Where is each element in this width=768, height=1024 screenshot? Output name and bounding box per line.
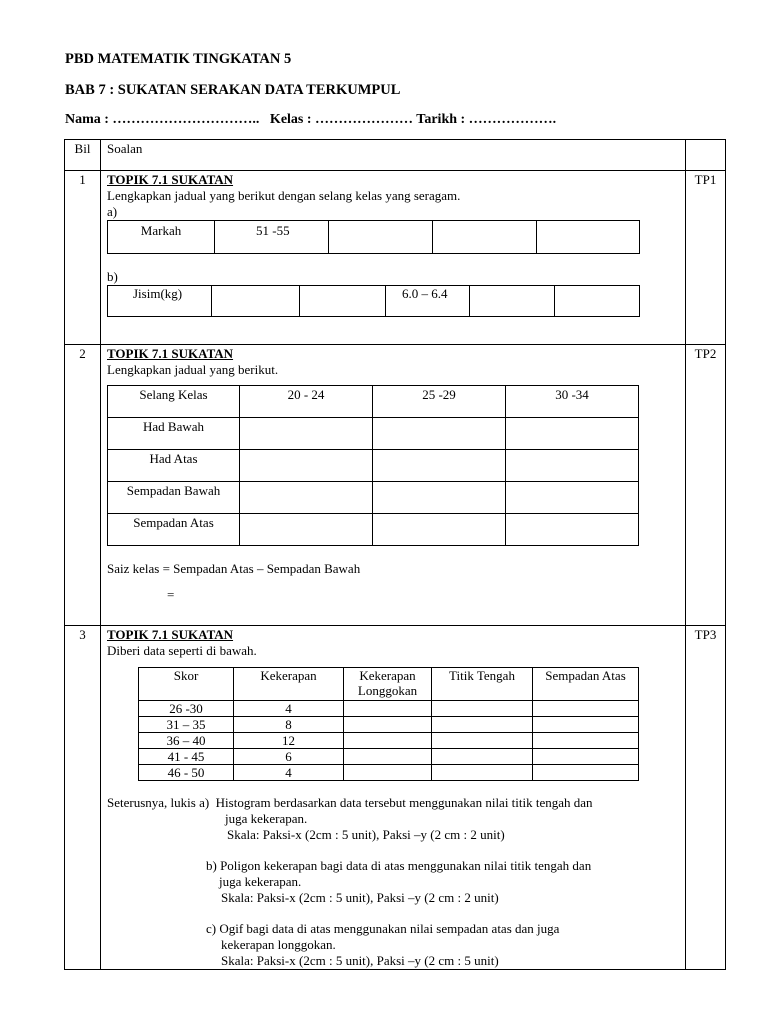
q3-b-text2: juga kekerapan. — [219, 874, 302, 889]
q2-col-0: Selang Kelas — [108, 386, 240, 418]
table-row — [108, 386, 639, 418]
answer-cell[interactable] — [432, 749, 533, 765]
answer-cell[interactable] — [344, 717, 432, 733]
q3-bil: 3 — [65, 626, 101, 970]
answer-cell[interactable] — [533, 749, 639, 765]
answer-cell[interactable] — [240, 482, 373, 514]
answer-cell[interactable] — [240, 418, 373, 450]
table-row — [139, 749, 639, 765]
header-bil: Bil — [65, 140, 101, 171]
answer-cell[interactable] — [432, 717, 533, 733]
q1b-cell-3: 6.0 – 6.4 — [386, 286, 470, 317]
answer-cell[interactable] — [506, 418, 639, 450]
q3-a-lead: Seterusnya, lukis a) — [107, 795, 210, 810]
answer-cell[interactable] — [432, 765, 533, 781]
table-row — [139, 733, 639, 749]
q1-instruction: Lengkapkan jadual yang berikut dengan selang kelas yang seragam. — [107, 188, 461, 203]
q1-content — [101, 171, 686, 345]
question-row-3 — [65, 626, 726, 970]
q1-topic: TOPIK 7.1 SUKATAN — [107, 172, 234, 187]
q3-topic: TOPIK 7.1 SUKATAN — [107, 627, 234, 642]
answer-cell[interactable] — [373, 418, 506, 450]
q1a-cell-1: 51 -55 — [215, 221, 329, 254]
table-row — [108, 514, 639, 546]
answer-cell[interactable] — [533, 701, 639, 717]
table-row — [108, 286, 640, 317]
q1b-cell-1[interactable] — [212, 286, 300, 317]
student-identity-line: Nama : ………………………….. Kelas : ………………… Tarikh : ………………. — [65, 112, 557, 127]
q1a-cell-2[interactable] — [329, 221, 433, 254]
answer-cell[interactable] — [533, 717, 639, 733]
q1a-cell-3[interactable] — [433, 221, 537, 254]
q3-col-2: Kekerapan Longgokan — [344, 668, 432, 701]
answer-cell[interactable] — [344, 733, 432, 749]
q3-kekerapan: 8 — [234, 717, 344, 733]
table-row — [108, 482, 639, 514]
q3-b-scale: Skala: Paksi-x (2cm : 5 unit), Paksi –y (2 cm : 2 unit) — [221, 890, 499, 905]
q3-c-scale: Skala: Paksi-x (2cm : 5 unit), Paksi –y (2 cm : 5 unit) — [221, 953, 499, 968]
chapter-title: BAB 7 : SUKATAN SERAKAN DATA TERKUMPUL — [65, 82, 401, 98]
q3-c-text2: kekerapan longgokan. — [221, 937, 336, 952]
q3-part-a — [107, 795, 679, 811]
table-row — [139, 717, 639, 733]
question-table — [64, 139, 726, 970]
q3-b-text1: b) Poligon kekerapan bagi data di atas menggunakan nilai titik tengah dan — [206, 858, 592, 873]
answer-cell[interactable] — [240, 514, 373, 546]
worksheet-title: PBD MATEMATIK TINGKATAN 5 — [65, 51, 292, 67]
table-row — [139, 765, 639, 781]
q2-formula: Saiz kelas = Sempadan Atas – Sempadan Bawah — [107, 561, 361, 576]
answer-cell[interactable] — [373, 450, 506, 482]
table-row — [139, 668, 639, 701]
q1a-cell-4[interactable] — [537, 221, 640, 254]
q2-bil: 2 — [65, 345, 101, 626]
q3-skor: 41 - 45 — [139, 749, 234, 765]
q3-content — [101, 626, 686, 970]
table-header-row — [65, 140, 726, 171]
q2-table — [107, 385, 639, 546]
q2-equals: = — [167, 587, 175, 602]
q2-instruction: Lengkapkan jadual yang berikut. — [107, 362, 279, 377]
q3-instruction: Diberi data seperti di bawah. — [107, 643, 257, 658]
q3-kekerapan: 4 — [234, 701, 344, 717]
answer-cell[interactable] — [432, 701, 533, 717]
question-row-1 — [65, 171, 726, 345]
q2-topic: TOPIK 7.1 SUKATAN — [107, 346, 234, 361]
answer-cell[interactable] — [344, 701, 432, 717]
table-row — [108, 418, 639, 450]
q1-bil: 1 — [65, 171, 101, 345]
q2-tp: TP2 — [686, 345, 726, 626]
q2-col-3: 30 -34 — [506, 386, 639, 418]
answer-cell[interactable] — [432, 733, 533, 749]
q2-row-label: Had Atas — [108, 450, 240, 482]
q3-skor: 26 -30 — [139, 701, 234, 717]
q1b-cell-5[interactable] — [555, 286, 640, 317]
q3-tp: TP3 — [686, 626, 726, 970]
q3-skor: 46 - 50 — [139, 765, 234, 781]
q3-kekerapan: 6 — [234, 749, 344, 765]
table-row — [108, 450, 639, 482]
q1-part-a-table — [107, 220, 640, 254]
q1b-cell-0: Jisim(kg) — [108, 286, 212, 317]
table-row — [139, 701, 639, 717]
q3-col-1: Kekerapan — [234, 668, 344, 701]
question-row-2 — [65, 345, 726, 626]
answer-cell[interactable] — [506, 450, 639, 482]
answer-cell[interactable] — [373, 482, 506, 514]
q3-col-3: Titik Tengah — [432, 668, 533, 701]
q3-skor: 36 – 40 — [139, 733, 234, 749]
q1b-cell-2[interactable] — [300, 286, 386, 317]
answer-cell[interactable] — [506, 514, 639, 546]
q3-col-0: Skor — [139, 668, 234, 701]
answer-cell[interactable] — [240, 450, 373, 482]
answer-cell[interactable] — [344, 765, 432, 781]
q3-a-scale: Skala: Paksi-x (2cm : 5 unit), Paksi –y (2 cm : 2 unit) — [227, 827, 505, 842]
q2-row-label: Sempadan Bawah — [108, 482, 240, 514]
answer-cell[interactable] — [506, 482, 639, 514]
header-soalan: Soalan — [101, 140, 686, 171]
q1a-cell-0: Markah — [108, 221, 215, 254]
answer-cell[interactable] — [344, 749, 432, 765]
q2-row-label: Had Bawah — [108, 418, 240, 450]
q2-content — [101, 345, 686, 626]
q3-kekerapan: 12 — [234, 733, 344, 749]
header-tp — [686, 140, 726, 171]
q1-tp: TP1 — [686, 171, 726, 345]
q1b-cell-4[interactable] — [470, 286, 555, 317]
q3-c-text1: c) Ogif bagi data di atas menggunakan nilai sempadan atas dan juga — [206, 921, 560, 936]
table-row — [108, 221, 640, 254]
q1-part-b-table — [107, 285, 640, 317]
q3-a-text1: Histogram berdasarkan data tersebut menggunakan nilai titik tengah dan — [215, 795, 593, 810]
q1-part-a-label: a) — [107, 204, 118, 219]
q2-col-1: 20 - 24 — [240, 386, 373, 418]
q2-row-label: Sempadan Atas — [108, 514, 240, 546]
answer-cell[interactable] — [533, 733, 639, 749]
q2-col-2: 25 -29 — [373, 386, 506, 418]
answer-cell[interactable] — [373, 514, 506, 546]
q3-a-text2: juga kekerapan. — [225, 811, 308, 826]
q3-table — [138, 667, 639, 781]
q3-kekerapan: 4 — [234, 765, 344, 781]
q3-skor: 31 – 35 — [139, 717, 234, 733]
answer-cell[interactable] — [533, 765, 639, 781]
q1-part-b-label: b) — [107, 269, 118, 284]
q3-col-4: Sempadan Atas — [533, 668, 639, 701]
